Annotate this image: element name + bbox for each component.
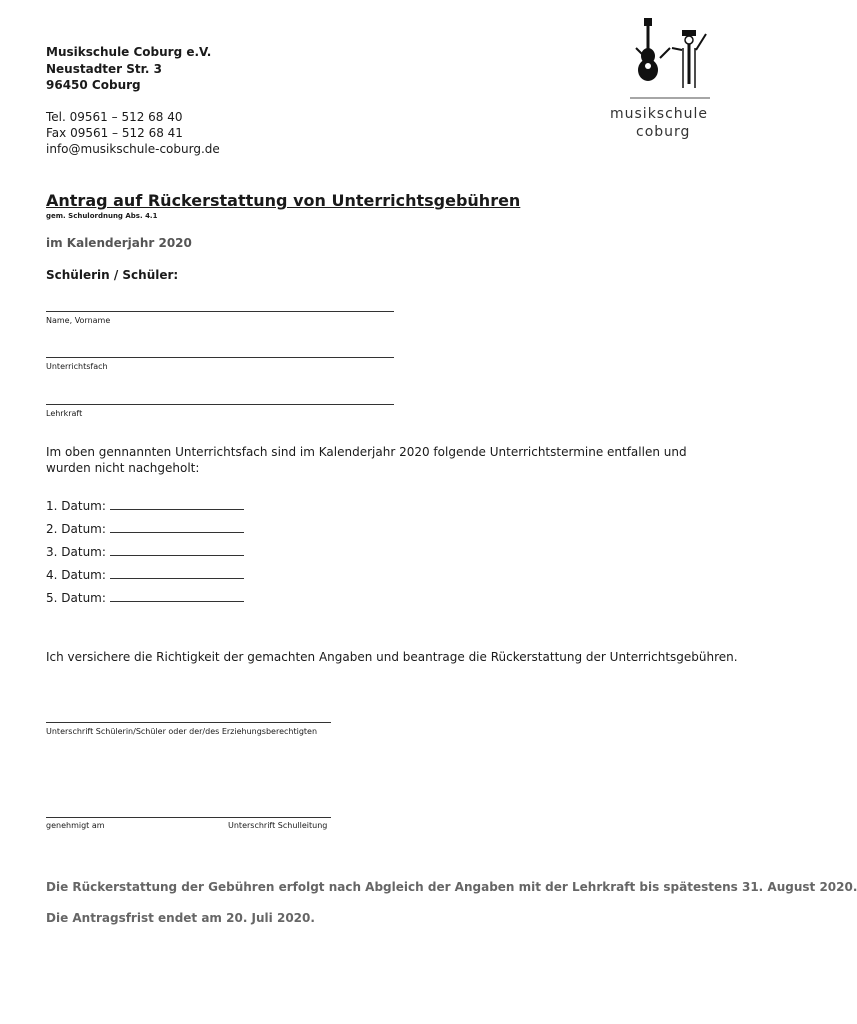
- date-label-2: 2. Datum:: [46, 522, 106, 536]
- date-row-3[interactable]: [46, 545, 244, 559]
- date-label-1: 1. Datum:: [46, 499, 106, 513]
- date-row-2[interactable]: [46, 522, 244, 536]
- date-field-3[interactable]: [110, 545, 244, 556]
- org-street: Neustadter Str. 3: [46, 62, 162, 76]
- form-year: im Kalenderjahr 2020: [46, 236, 192, 250]
- org-city: 96450 Coburg: [46, 78, 141, 92]
- form-title: Antrag auf Rückerstattung von Unterrichtsgebühren: [46, 191, 521, 210]
- guitar-figures-icon: [610, 18, 720, 102]
- date-row-1[interactable]: [46, 499, 244, 513]
- deadline-note: Die Antragsfrist endet am 20. Juli 2020.: [46, 911, 315, 925]
- refund-note: Die Rückerstattung der Gebühren erfolgt nach Abgleich der Angaben mit der Lehrkraft bis spätestens 31. August 2020.: [46, 880, 857, 894]
- cancelled-lessons-text: Im oben gennannten Unterrichtsfach sind im Kalenderjahr 2020 folgende Unterrichtstermine entfallen und wurden nicht nachgeholt:: [46, 445, 687, 475]
- date-row-4[interactable]: [46, 568, 244, 582]
- student-heading: Schülerin / Schüler:: [46, 268, 179, 282]
- signature-caption: Unterschrift Schülerin/Schüler oder der/des Erziehungsberechtigten: [46, 727, 318, 736]
- subject-caption: Unterrichtsfach: [46, 362, 108, 371]
- assurance-text: Ich versichere die Richtigkeit der gemachten Angaben und beantrage die Rückerstattung der Unterrichtsgebühren.: [46, 650, 738, 664]
- org-name: Musikschule Coburg e.V.: [46, 45, 212, 59]
- name-caption: Name, Vorname: [46, 316, 111, 325]
- org-email[interactable]: info@musikschule-coburg.de: [46, 142, 220, 156]
- signature-line[interactable]: [46, 722, 331, 723]
- date-row-5[interactable]: [46, 591, 244, 605]
- org-phone: Tel. 09561 – 512 68 40: [46, 110, 183, 124]
- logo-text-line1: musikschule: [610, 106, 709, 122]
- approval-line[interactable]: [46, 817, 331, 818]
- org-fax: Fax 09561 – 512 68 41: [46, 126, 183, 140]
- teacher-caption: Lehrkraft: [46, 409, 83, 418]
- form-reference: gem. Schulordnung Abs. 4.1: [46, 212, 158, 220]
- teacher-line[interactable]: [46, 404, 394, 405]
- date-field-4[interactable]: [110, 568, 244, 579]
- date-field-1[interactable]: [110, 499, 244, 510]
- musikschule-logo: [610, 18, 720, 148]
- approved-label: genehmigt am: [46, 821, 105, 830]
- date-label-3: 3. Datum:: [46, 545, 106, 559]
- logo-text-line2: coburg: [636, 124, 691, 140]
- date-label-4: 4. Datum:: [46, 568, 106, 582]
- date-field-5[interactable]: [110, 591, 244, 602]
- subject-line[interactable]: [46, 357, 394, 358]
- name-line[interactable]: [46, 311, 394, 312]
- date-label-5: 5. Datum:: [46, 591, 106, 605]
- date-field-2[interactable]: [110, 522, 244, 533]
- principal-signature-caption: Unterschrift Schulleitung: [228, 821, 328, 830]
